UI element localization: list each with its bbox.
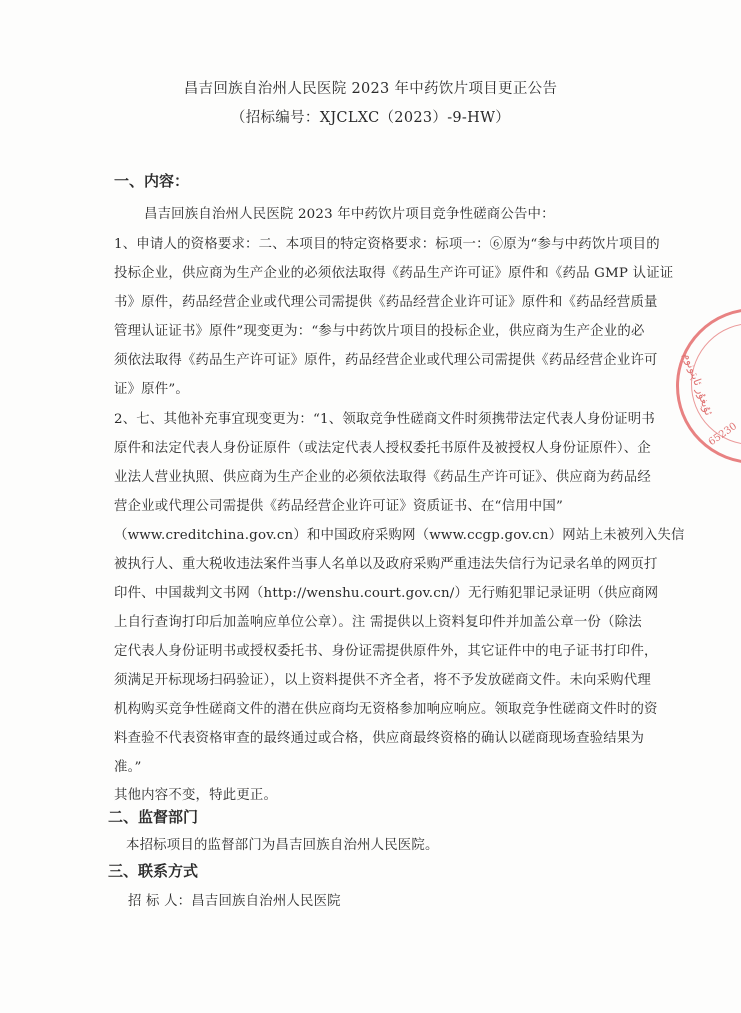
item2-line: 料查验不代表资格审查的最终通过或合格，供应商最终资格的确认以磋商现场查验结果为 bbox=[114, 731, 645, 746]
official-seal bbox=[676, 308, 741, 464]
item2-line: 须满足开标现场扫码验证），以上资料提供不齐全者，将不予发放磋商文件。未向采购代理 bbox=[114, 673, 651, 688]
item2-line: （www.creditchina.gov.cn）和中国政府采购网（www.ccgp.gov.cn）网站上未被列入失信 bbox=[114, 528, 685, 543]
item2-line: 上自行查询打印后加盖响应单位公章）。注 需提供以上资料复印件并加盖公章一份（除法 bbox=[114, 615, 642, 630]
seal-text: ئۇيغۇر ئاپتونوم bbox=[680, 351, 716, 418]
seal-number: 65230 bbox=[706, 420, 740, 449]
item1-line: 投标企业，供应商为生产企业的必须依法取得《药品生产许可证》原件和《药品 GMP 认证证 bbox=[114, 266, 674, 281]
item2-line: 被执行人、重大税收违法案件当事人名单以及政府采购严重违法失信行为记录名单的网页打 bbox=[114, 557, 658, 572]
item2-line: 准。” bbox=[114, 760, 142, 775]
item2-line: 印件、中国裁判文书网（http://wenshu.court.gov.cn/）无行贿犯罪记录证明（供应商网 bbox=[114, 586, 659, 601]
item2-line: 营企业或代理公司需提供《药品经营企业许可证》资质证书、在“信用中国” bbox=[114, 499, 563, 514]
item2-line: 业法人营业执照、供应商为生产企业的必须依法取得《药品生产许可证》、供应商为药品经 bbox=[114, 470, 651, 485]
closing-remark: 其他内容不变，特此更正。 bbox=[114, 788, 278, 803]
item1-line: 须依法取得《药品生产许可证》原件，药品经营企业或代理公司需提供《药品经营企业许可 bbox=[114, 353, 658, 368]
item1-line: 证》原件”。 bbox=[114, 382, 189, 397]
item2-line: 2、七、其他补充事宜现变更为：“1、领取竞争性磋商文件时须携带法定代表人身份证明书 bbox=[114, 412, 655, 427]
document-title: 昌吉回族自治州人民医院 2023 年中药饮片项目更正公告 bbox=[183, 81, 558, 97]
item2-line: 定代表人身份证明书或授权委托书、身份证需提供原件外，其它证件中的电子证书打印件， bbox=[114, 644, 658, 659]
section-3-heading: 三、联系方式 bbox=[108, 862, 199, 880]
item1-line: 书》原件，药品经营企业或代理公司需提供《药品经营企业许可证》原件和《药品经营质量 bbox=[114, 295, 658, 310]
item1-line: 管理认证证书》原件”现变更为：“参与中药饮片项目的投标企业，供应商为生产企业的必 bbox=[114, 324, 645, 339]
bid-number: （招标编号：XJCLXC（2023）-9-HW） bbox=[230, 110, 511, 126]
section-1-heading: 一、内容： bbox=[114, 172, 190, 190]
section-1-intro: 昌吉回族自治州人民医院 2023 年中药饮片项目竞争性磋商公告中： bbox=[144, 207, 555, 222]
item2-line: 原件和法定代表人身份证原件（或法定代表人授权委托书原件及被授权人身份证原件）、企 bbox=[114, 441, 651, 456]
item2-line: 机构购买竞争性磋商文件的潜在供应商均无资格参加响应响应。领取竞争性磋商文件时的资 bbox=[114, 702, 658, 717]
section-2-heading: 二、监督部门 bbox=[108, 808, 199, 826]
contact-tenderer: 招 标 人：昌吉回族自治州人民医院 bbox=[128, 894, 341, 909]
section-2-text: 本招标项目的监督部门为昌吉回族自治州人民医院。 bbox=[126, 838, 439, 853]
item1-line: 1、申请人的资格要求：二、本项目的特定资格要求：标项一：⑥原为“参与中药饮片项目的 bbox=[114, 237, 660, 252]
